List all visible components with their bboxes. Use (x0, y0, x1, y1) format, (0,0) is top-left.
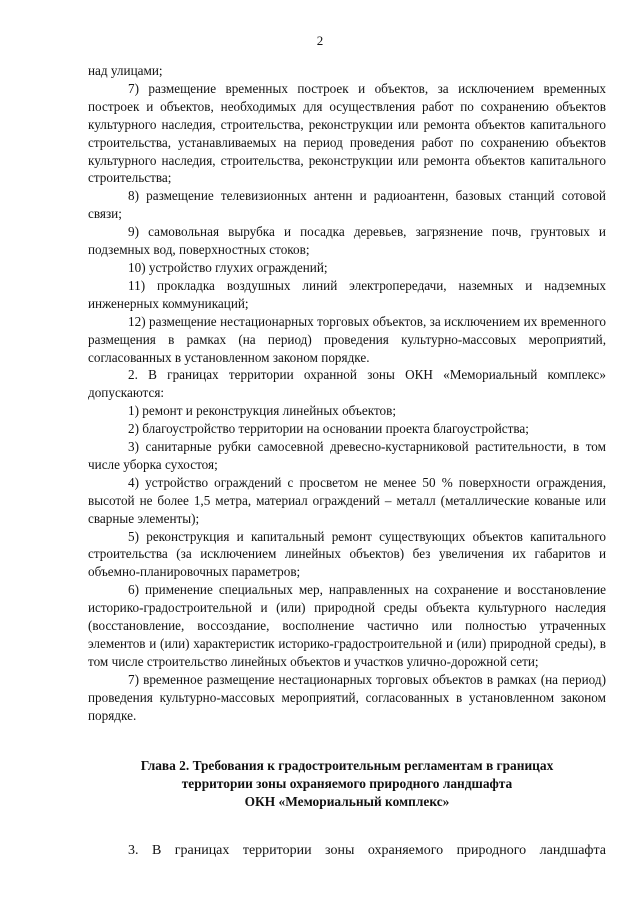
paragraph: 7) временное размещение нестационарных торговых объектов в рамках (на период) проведения культурно-массовых мероприятий, согласованных в установленном законом порядке. (88, 671, 606, 723)
paragraph: 10) устройство глухих ограждений; (128, 259, 328, 275)
paragraph: 3) санитарные рубки самосевной древесно-кустарниковой растительности, в том числе уборка сухостоя; (88, 439, 606, 472)
paragraph: над улицами; (88, 63, 163, 78)
paragraph: 6) применение специальных мер, направленных на сохранение и восстановление историко-градостроительной и (или) природной среды объекта культурного наследия (восстановление, воссоздание, восполнение частично или полностью утраченных элементов и (или) характеристик историко-градостроительной и (или) природной среды), в том числе строительство линейных объектов и участков улично-дорожной сети; (88, 582, 606, 669)
document-body (88, 62, 606, 860)
paragraph: 1) ремонт и реконструкция линейных объектов; (128, 403, 397, 419)
chapter-heading-line-3: ОКН «Мемориальный комплекс» (244, 793, 450, 809)
chapter-heading-line-1: Глава 2. Требования к градостроительным регламентам в границах (140, 757, 554, 773)
chapter-heading (88, 757, 606, 811)
paragraph-last: 3. В границах территории зоны охраняемого природного ландшафта (128, 842, 606, 858)
paragraph: 9) самовольная вырубка и посадка деревьев, загрязнение почв, грунтовых и подземных вод, поверхностных стоков; (88, 224, 606, 258)
paragraph: 2. В границах территории охранной зоны ОКН «Мемориальный комплекс» допускаются: (88, 367, 606, 401)
paragraph: 2) благоустройство территории на основании проекта благоустройства; (128, 421, 529, 437)
paragraph: 11) прокладка воздушных линий электропередачи, наземных и надземных инженерных коммуникаций; (88, 277, 606, 311)
paragraph: 7) размещение временных построек и объектов, за исключением временных построек и объектов, необходимых для осуществления работ по сохранению объектов культурного наследия, строительства, реконструкции или ремонта объектов капитального строительства, устанавливаемых на период проведения работ по сохранению объектов культурного наследия, строительства, реконструкции или ремонта объектов капитального строительства; (88, 80, 606, 186)
page-number: 2 (316, 33, 324, 48)
paragraph: 4) устройство ограждений с просветом не менее 50 % поверхности ограждения, высотой не более 1,5 метра, материал ограждений – металл (металлические кованые или сварные элементы); (88, 474, 606, 526)
chapter-heading-line-2: территории зоны охраняемого природного ландшафта (181, 775, 513, 791)
paragraph: 8) размещение телевизионных антенн и радиоантенн, базовых станций сотовой связи; (88, 188, 606, 222)
paragraph-list (88, 62, 606, 725)
paragraph: 5) реконструкция и капитальный ремонт существующих объектов капитального строительства (за исключением линейных объектов) без увеличения их габаритов и объемно-планировочных параметров; (88, 528, 606, 580)
paragraph: 12) размещение нестационарных торговых объектов, за исключением их временного размещения в рамках (на период) проведения культурно-массовых мероприятий, согласованных в установленном законом порядке. (88, 313, 606, 365)
